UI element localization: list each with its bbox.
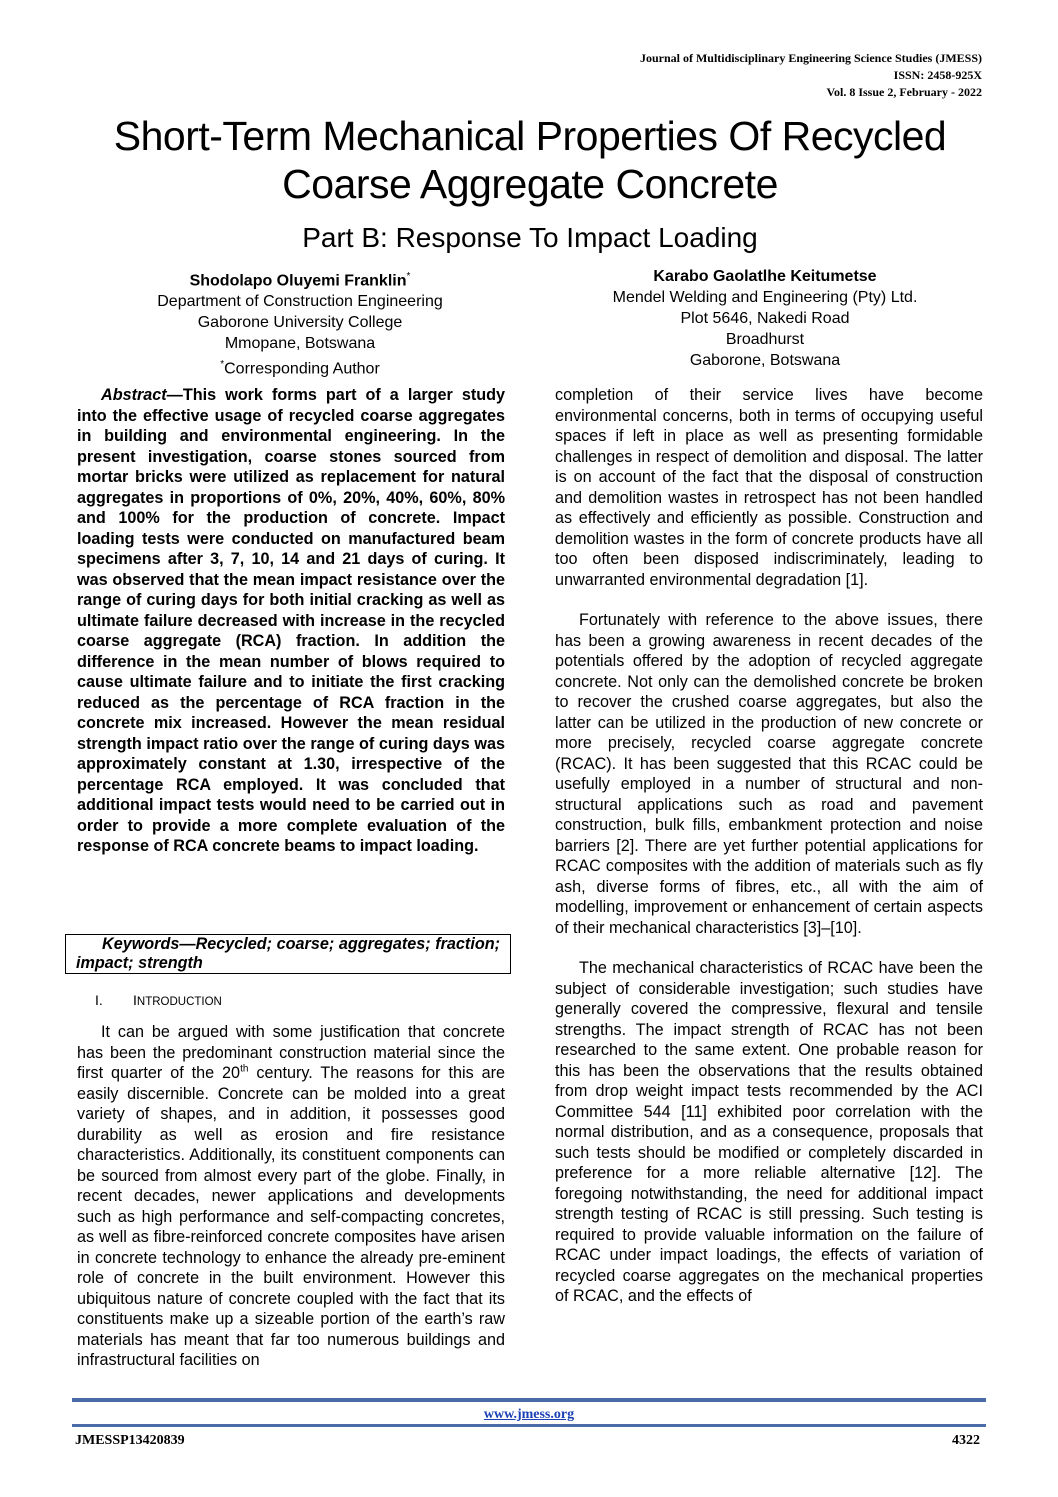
author-block-2 <box>545 266 985 371</box>
journal-name: Journal of Multidisciplinary Engineering Science Studies (JMESS) <box>639 51 982 65</box>
footer-page-number: 4322 <box>952 1433 980 1448</box>
section-title-rest: NTRODUCTION <box>136 996 222 1008</box>
section-initial: I <box>133 992 137 1008</box>
author-affiliation-line: Mmopane, Botswana <box>224 335 376 353</box>
right-paragraph-2: Fortunately with reference to the above issues, there has been a growing awareness in recent decades of the potentials offered by the adoption of recycled aggregate concrete. Not only can the demolished concrete be broken to recover the crushed coarse aggregates, but also the latter can be utilized in the production of new concrete or more precisely, recycled coarse aggregate concrete (RCAC). It has been suggested that this RCAC could be usefully employed in a number of structural and non-structural applications such as road and pavement construction, bulk fills, embankment protection and noise barriers [2]. There are yet further potential applications for RCAC composites with the addition of materials such as fly ash, diverse forms of fibres, etc., all with the aim of modelling, improvement or enhancement of certain aspects of their mechanical characteristics [3]–[10]. <box>555 611 983 937</box>
author-affiliation-line: Department of Construction Engineering <box>157 293 443 311</box>
right-column <box>555 385 983 1307</box>
keywords-text: —Recycled; coarse; aggregates; fraction; impact; strength <box>76 935 500 972</box>
corresponding-mark: * <box>220 359 225 371</box>
journal-issn: ISSN: 2458-925X <box>893 68 982 82</box>
paper-title <box>60 112 1000 208</box>
intro-paragraph-1: It can be argued with some justification that concrete has been the predominant construction material since the first quarter of the 20th century. The reasons for this are easily discernible. Concrete can be molded into a great variety of shapes, and in addition, it possesses good durability as well as erosion and fire resistance characteristics. Additionally, its constituent components can be sourced from almost every part of the globe. Finally, in recent decades, newer applications and developments such as high performance and self-compacting concretes, as well as fibre-reinforced concrete composites have arisen in concrete technology to enhance the already pre-eminent role of concrete in the built environment. However this ubiquitous nature of concrete coupled with the fact that its constituents make up a sizeable portion of the earth’s raw materials has meant that far too numerous buildings and infrastructural facilities on <box>77 1023 506 1369</box>
footer-paper-id: JMESSP13420839 <box>75 1433 185 1448</box>
section-number: I. <box>95 992 103 1008</box>
footer-rule-bottom <box>72 1424 986 1427</box>
author-mark-1: * <box>406 271 411 282</box>
abstract-lead: Abstract <box>101 386 167 404</box>
author-affiliation-line: Gaborone University College <box>197 314 403 332</box>
title-line-2: Coarse Aggregate Concrete <box>282 161 778 207</box>
keywords-box <box>65 934 511 974</box>
author-affiliation-line: Broadhurst <box>725 331 805 348</box>
paper-subtitle: Part B: Response To Impact Loading <box>302 222 758 253</box>
author-block-1 <box>80 266 520 380</box>
keywords-lead: Keywords <box>102 935 180 953</box>
author-affiliation-line: Mendel Welding and Engineering (Pty) Ltd. <box>612 289 918 306</box>
introduction-body <box>77 1022 505 1371</box>
journal-volume: Vol. 8 Issue 2, February - 2022 <box>826 85 982 99</box>
corresponding-note: Corresponding Author <box>224 360 380 378</box>
title-line-1: Short-Term Mechanical Properties Of Recycled <box>113 113 947 159</box>
right-paragraph-3: The mechanical characteristics of RCAC have been the subject of considerable investigation; such studies have generally covered the compressive, flexural and tensile strengths. The impact strength of RCAC has not been researched to the same extent. One probable reason for this has been the observations that the results obtained from drop weight impact tests recommended by the ACI Committee 544 [11] exhibited poor correlation with the normal distribution, and as a consequence, proposals that such tests should be modified or completely discarded in preference for a more reliable alternative [12]. The foregoing notwithstanding, the need for additional impact strength testing of RCAC is still pressing. Such testing is required to provide valuable information on the failure of RCAC under impact loadings, the effects of variation of recycled coarse aggregates on the mechanical properties of RCAC, and the effects of <box>555 959 983 1305</box>
abstract <box>77 385 505 857</box>
footer-rule-top <box>72 1398 986 1402</box>
section-heading-introduction <box>95 990 222 1012</box>
author-name-2: Karabo Gaolatlhe Keitumetse <box>653 268 877 285</box>
journal-header <box>640 50 982 101</box>
author-affiliation-line: Plot 5646, Nakedi Road <box>680 310 850 327</box>
footer-journal-link[interactable]: www.jmess.org <box>483 1407 575 1422</box>
author-name-1: Shodolapo Oluyemi Franklin <box>189 272 407 290</box>
abstract-text: —This work forms part of a larger study into the effective usage of recycled coarse aggregates in building and environmental engineering. In the present investigation, coarse stones sourced from mortar bricks were utilized as replacement for natural aggregates in proportions of 0%, 20%, 40%, 60%, 80% and 100% for the production of concrete. Impact loading tests were conducted on manufactured beam specimens after 3, 7, 10, 14 and 21 days of curing. It was observed that the mean impact resistance over the range of curing days for both initial cracking as well as ultimate failure decreased with increase in the recycled coarse aggregate (RCA) fraction. In addition the difference in the mean number of blows required to cause ultimate failure and to initiate the first cracking reduced as the percentage of RCA fraction in the concrete mix increased. However the mean residual strength impact ratio over the range of curing days was approximately constant at 1.30, irrespective of the percentage RCA employed. It was concluded that additional impact tests would need to be carried out in order to provide a more complete evaluation of the response of RCA concrete beams to impact loading. <box>77 386 505 855</box>
right-paragraph-1: completion of their service lives have become environmental concerns, both in terms of occupying useful spaces if left in place as well as presenting formidable challenges in respect of demolition and disposal. The latter is on account of the fact that the disposal of construction and demolition wastes in retrospect has not been handled as effectively and efficiently as possible. Construction and demolition wastes in the form of concrete products have all too often been disposed indiscriminately, leading to unwarranted environmental degradation [1]. <box>555 386 983 589</box>
author-affiliation-line: Gaborone, Botswana <box>689 352 841 369</box>
